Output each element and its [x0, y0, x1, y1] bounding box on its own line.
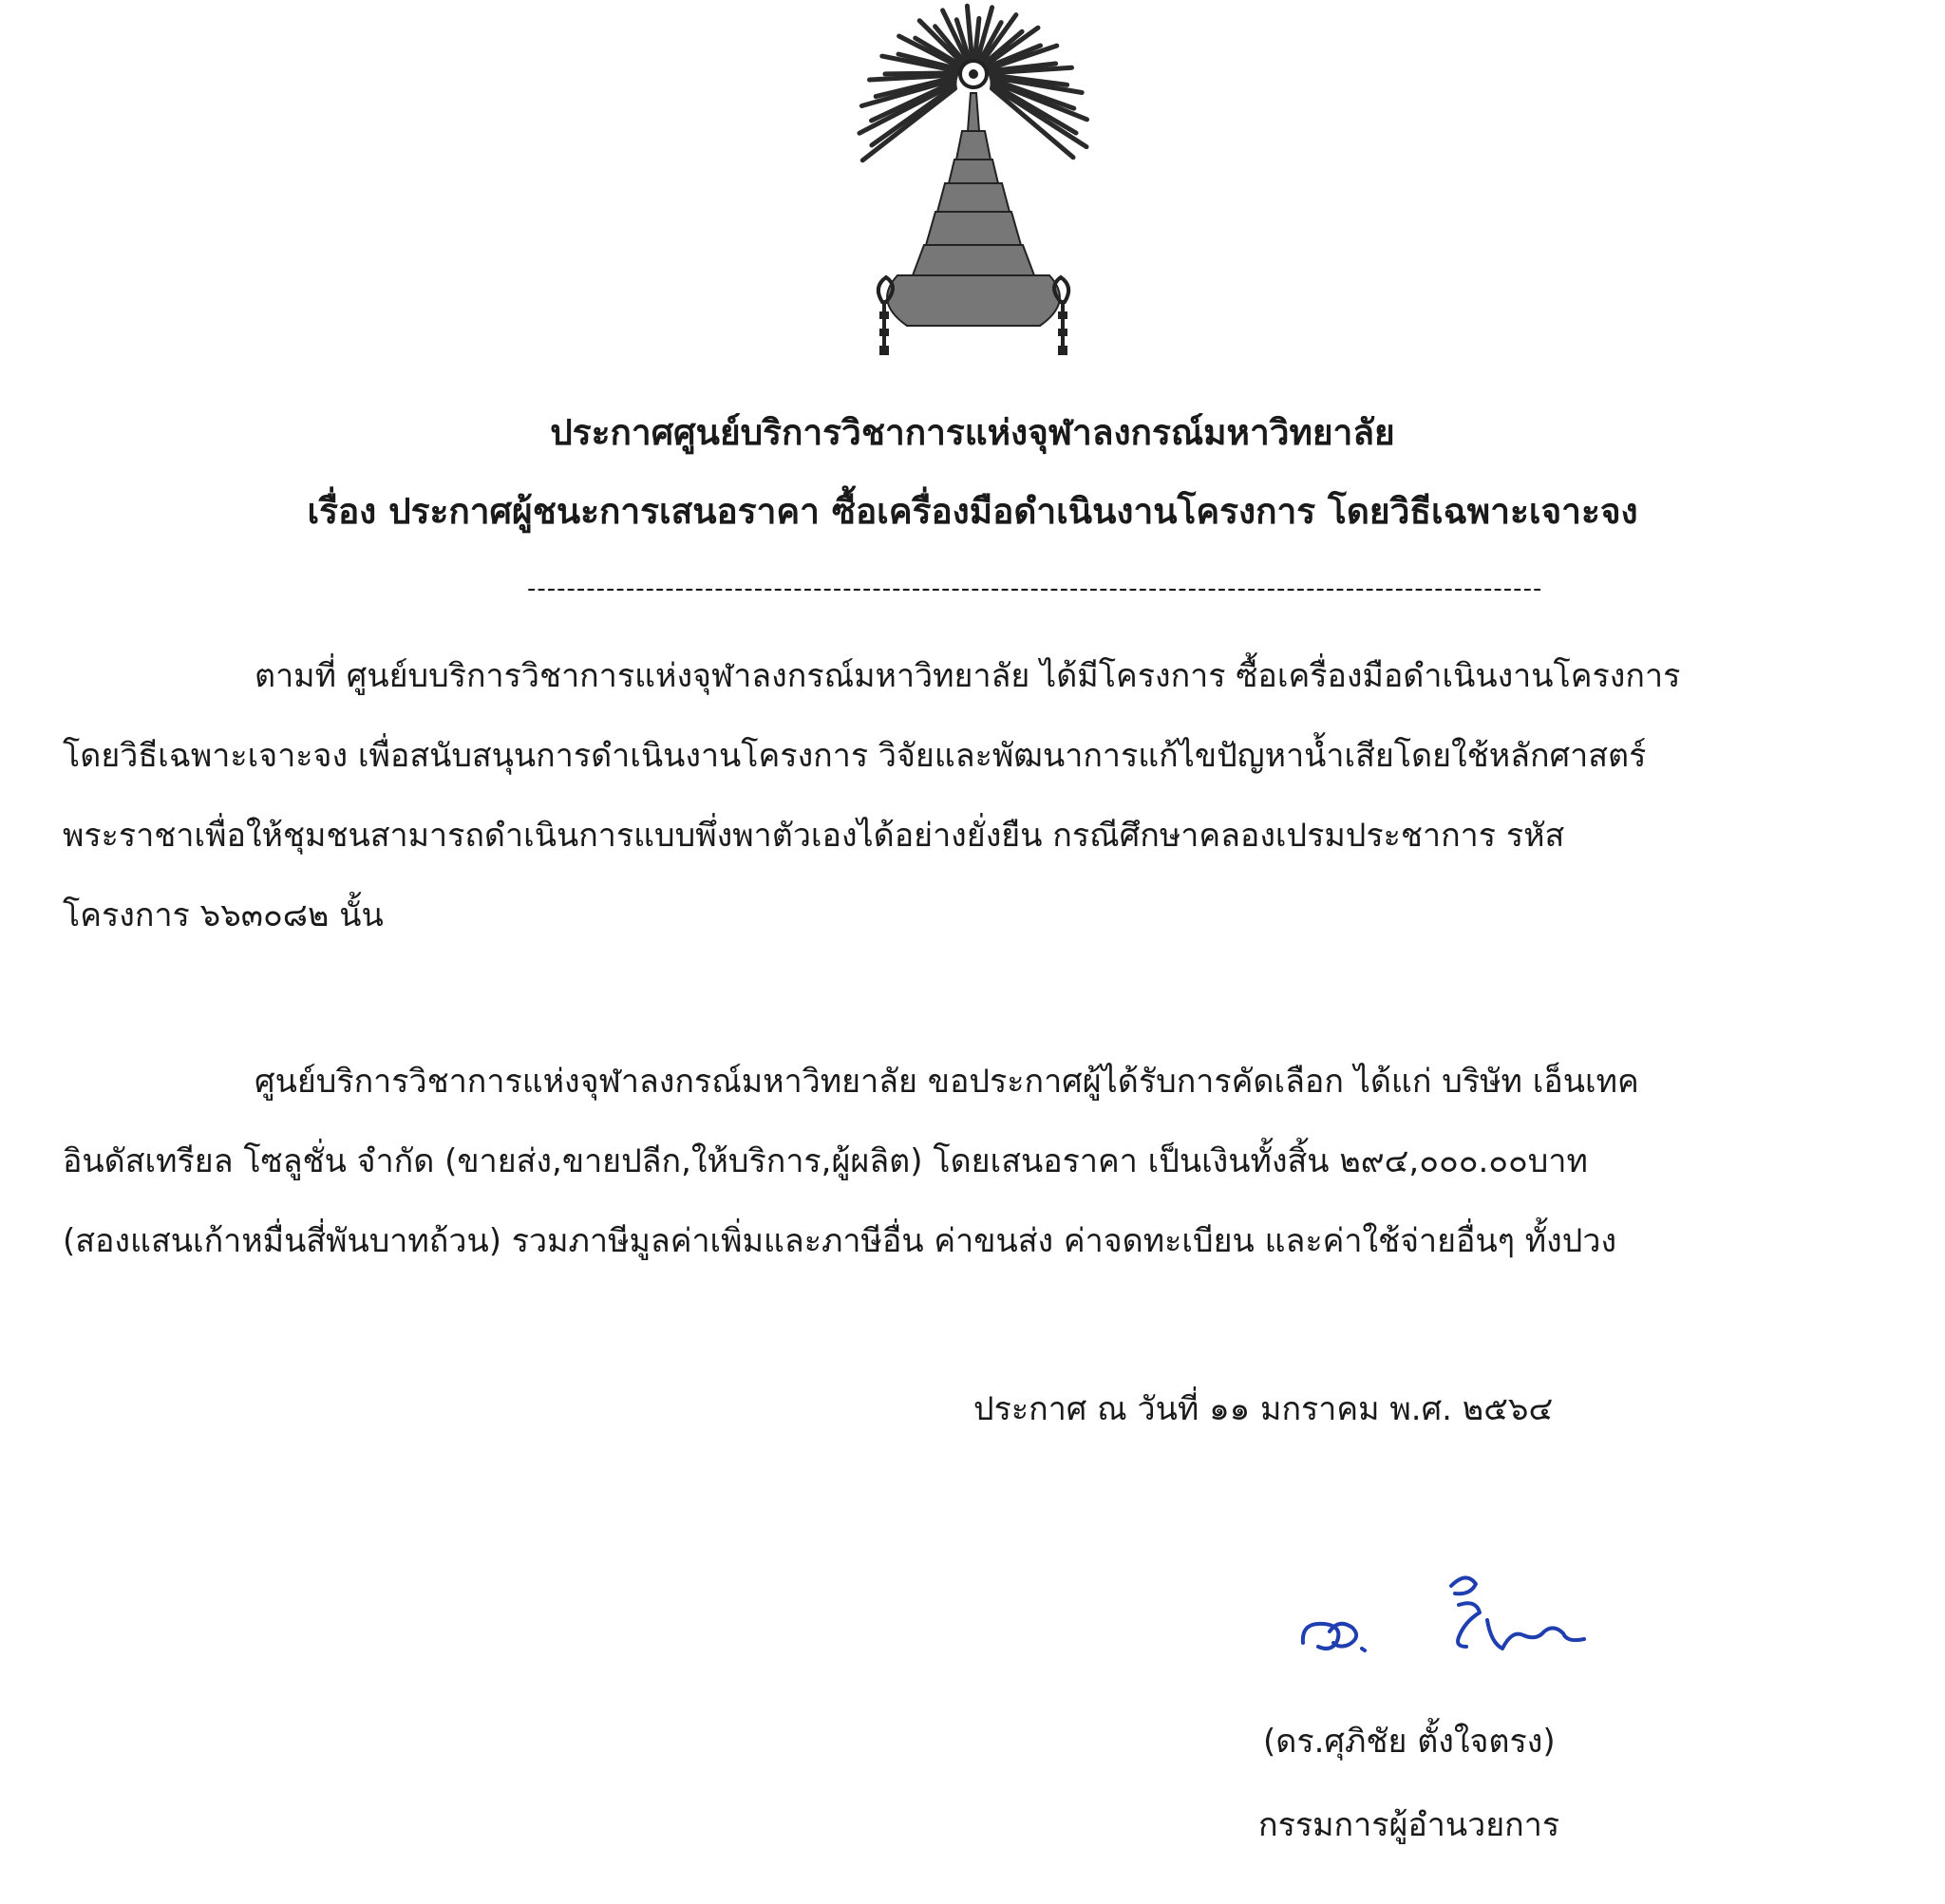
announcement-title: ประกาศศูนย์บริการวิชาการแห่งจุฬาลงกรณ์มหาวิทยาลัย	[550, 412, 1395, 453]
emblem-ray	[885, 73, 957, 74]
paragraph2-line1: ศูนย์บริการวิชาการแห่งจุฬาลงกรณ์มหาวิทยาลัย ขอประกาศผู้ได้รับการคัดเลือก ได้แก่ บริษัท เอ็นเทค	[255, 1063, 1639, 1101]
announcement-subject: เรื่อง ประกาศผู้ชนะการเสนอราคา ซื้อเครื่องมือดำเนินงานโครงการ โดยวิธีเฉพาะเจาะจง	[307, 491, 1638, 532]
paragraph1-line4: โครงการ ๖๖๓๐๘๒ นั้น	[63, 896, 384, 934]
paragraph1-line3: พระราชาเพื่อให้ชุมชนสามารถดำเนินการแบบพึ่งพาตัวเองได้อย่างยั่งยืน กรณีศึกษาคลองเปรมประชาการ รหัส	[63, 817, 1565, 855]
signer-position: กรรมการผู้อำนวยการ	[1258, 1806, 1560, 1844]
paragraph2-line2: อินดัสเทรียล โซลูชั่น จำกัด (ขายส่ง,ขายปลีก,ให้บริการ,ผู้ผลิต) โดยเสนอราคา เป็นเงินทั้งสิ้น ๒๙๔,๐๐๐.๐๐บาท	[63, 1142, 1588, 1180]
paragraph1-line2: โดยวิธีเฉพาะเจาะจง เพื่อสนับสนุนการดำเนินงานโครงการ วิจัยและพัฒนาการแก้ไขปัญหาน้ำเสียโดยใช้หลักศาสตร์	[63, 737, 1647, 775]
signer-name: (ดร.ศุภิชัย ตั้งใจตรง)	[1263, 1723, 1556, 1761]
phra-kiao-emblem-icon	[850, 27, 1097, 378]
paragraph1-line1: ตามที่ ศูนย์บบริการวิชาการแห่งจุฬาลงกรณ์มหาวิทยาลัย ได้มีโครงการ ซื้อเครื่องมือดำเนินงานโครงการ	[255, 657, 1681, 695]
title-divider: -------------------------------------------------------------------------------------------------------	[527, 575, 1543, 603]
handwritten-signature-icon	[1292, 1567, 1624, 1681]
paragraph2-line3: (สองแสนเก้าหมื่นสี่พันบาทถ้วน) รวมภาษีมูลค่าเพิ่มและภาษีอื่น ค่าขนส่ง ค่าจดทะเบียน และค่าใช้จ่ายอื่นๆ ทั้งปวง	[63, 1222, 1617, 1260]
announcement-date: ประกาศ ณ วันที่ ๑๑ มกราคม พ.ศ. ๒๕๖๔	[973, 1390, 1554, 1428]
